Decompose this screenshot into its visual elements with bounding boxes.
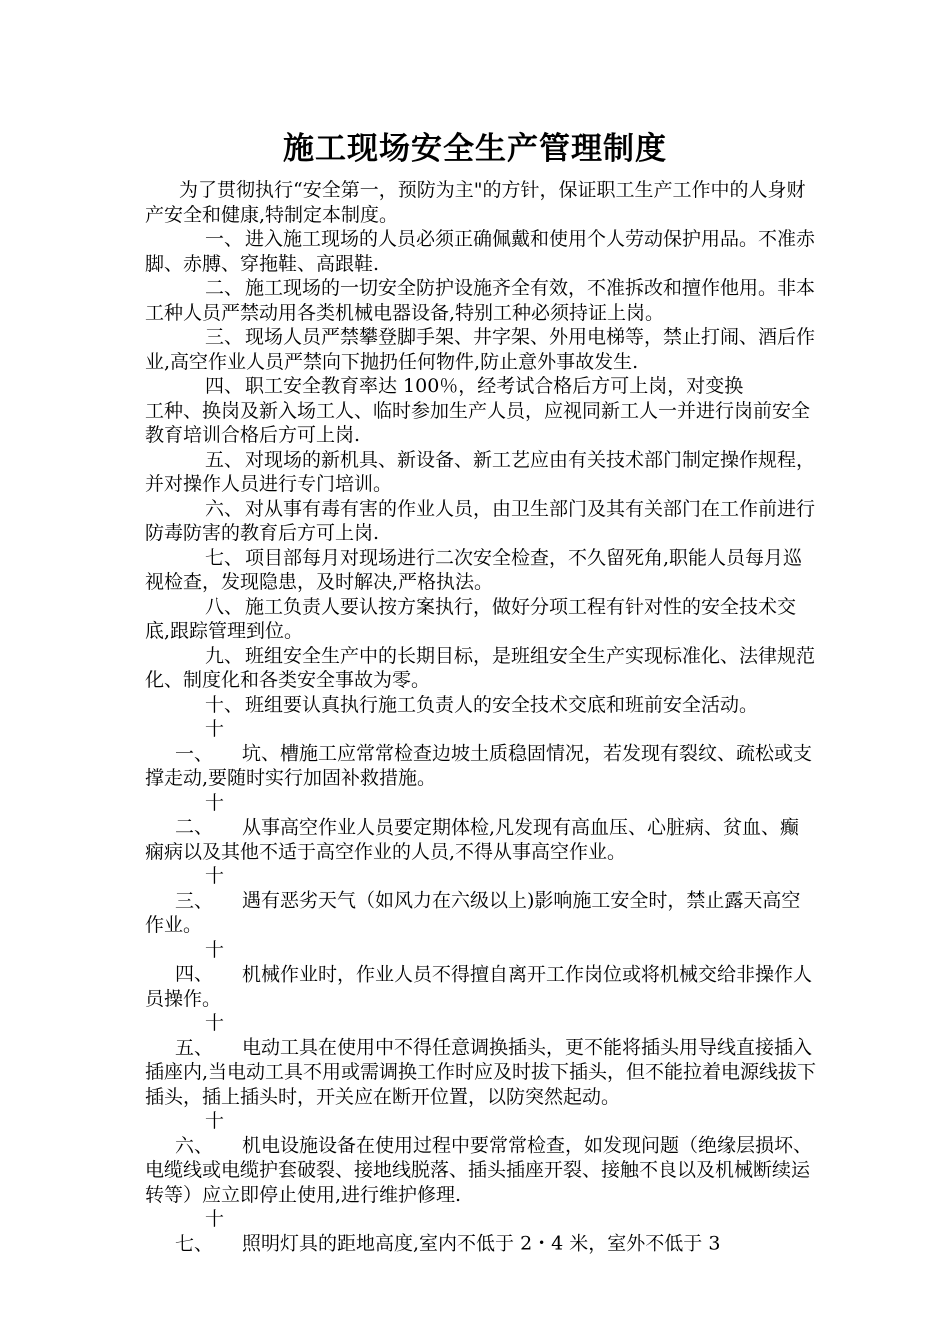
rule-item: 七、 项目部每月对现场进行二次安全检查，不久留死角,职能人员每月巡视检查，发现隐患，及时解决,严格执法。: [145, 546, 803, 593]
rule-item: 三、 现场人员严禁攀登脚手架、井字架、外用电梯等，禁止打闹、酒后作业,高空作业人员严禁向下抛扔任何物件,防止意外事故发生.: [145, 326, 816, 373]
rule-item: 五、 对现场的新机具、新设备、新工艺应由有关技术部门制定操作规程，并对操作人员进行专门培训。: [145, 448, 816, 495]
rule-item: 二、 施工现场的一切安全防护设施齐全有效，不准拆改和擅作他用。非本工种人员严禁动用各类机械电器设备,特别工种必须持证上岗。: [145, 277, 816, 324]
rule-item: 十四、 机械作业时，作业人员不得擅自离开工作岗位或将机械交给非操作人员操作。: [145, 938, 813, 1010]
rule-item: 一、 进入施工现场的人员必须正确佩戴和使用个人劳动保护用品。不准赤脚、赤膊、穿拖鞋、高跟鞋.: [145, 228, 816, 275]
intro-paragraph: 为了贯彻执行“安全第一，预防为主"的方针，保证职工生产工作中的人身财产安全和健康,特制定本制度。: [145, 179, 806, 226]
rule-item-continuation: 工种、换岗及新入场工人、临时参加生产人员，应视同新工人一并进行岗前安全教育培训合格后方可上岗.: [145, 399, 811, 446]
rule-item: 十、 班组要认真执行施工负责人的安全技术交底和班前安全活动。: [205, 693, 759, 716]
rule-item: 十六、 机电设施设备在使用过程中要常常检查，如发现问题（绝缘层损坏、电缆线或电缆护套破裂、接地线脱落、插头插座开裂、接触不良以及机械断续运转等）应立即停止使用,进行维护修理.: [145, 1110, 813, 1206]
document-body: [145, 178, 817, 1256]
rule-item: 四、 职工安全教育率达 100％，经考试合格后方可上岗，对变换: [205, 375, 744, 397]
rule-item: 十七、 照明灯具的距地高度,室内不低于 2・4 米，室外不低于 3: [175, 1208, 721, 1255]
rule-item: 八、 施工负责人要认按方案执行，做好分项工程有针对性的安全技术交底,跟踪管理到位。: [145, 595, 797, 642]
rule-item: 六、 对从事有毒有害的作业人员，由卫生部门及其有关部门在工作前进行防毒防害的教育后方可上岗.: [145, 497, 816, 544]
rule-item: 九、 班组安全生产中的长期目标，是班组安全生产实现标准化、法律规范化、制度化和各类安全事故为零。: [145, 644, 816, 691]
rule-item: 十二、 从事高空作业人员要定期体检,凡发现有高血压、心脏病、贫血、癫痫病以及其他不适于高空作业的人员,不得从事高空作业。: [145, 791, 800, 863]
rule-item: 十五、 电动工具在使用中不得任意调换插头，更不能将插头用导线直接插入插座内,当电动工具不用或需调换工作时应及时拔下插头，但不能拉着电源线拔下插头，插上插头时，开关应在断开位置，以防突然起动。: [145, 1012, 817, 1108]
rule-item: 十三、 遇有恶劣天气（如风力在六级以上)影响施工安全时，禁止露天高空作业。: [145, 865, 801, 936]
document-title: 施工现场安全生产管理制度: [283, 131, 667, 167]
rule-item: 十一、 坑、槽施工应常常检查边坡土质稳固情况，若发现有裂纹、疏松或支撑走动,要随时实行加固补救措施。: [145, 718, 813, 789]
